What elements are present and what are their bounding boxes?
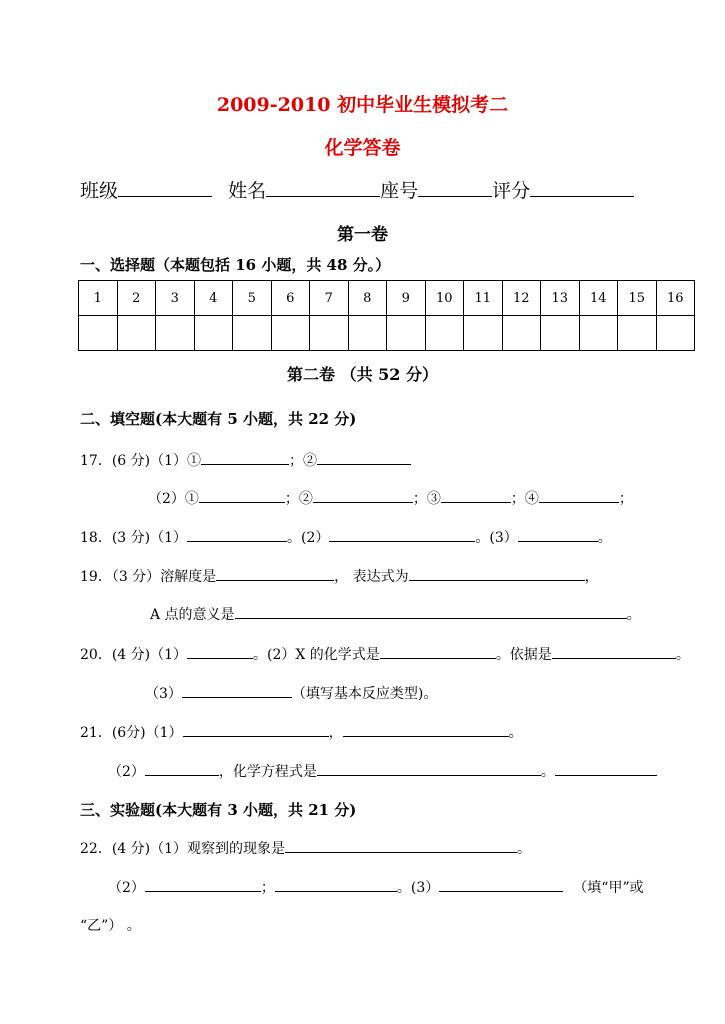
answer-cell[interactable] xyxy=(194,316,233,351)
name-field[interactable] xyxy=(266,195,380,197)
q17-blank[interactable] xyxy=(313,501,413,503)
answer-cell[interactable] xyxy=(156,316,195,351)
question-number-cell: 5 xyxy=(233,281,272,316)
question-number-cell: 14 xyxy=(579,281,618,316)
question-number-cell: 11 xyxy=(464,281,503,316)
q22-blank[interactable] xyxy=(285,851,517,853)
q18-blank[interactable] xyxy=(329,540,475,542)
q22-blank[interactable] xyxy=(145,890,261,892)
answer-cell[interactable] xyxy=(387,316,426,351)
q19-blank[interactable] xyxy=(216,579,334,581)
question-number-cell: 15 xyxy=(618,281,657,316)
question-number-cell: 3 xyxy=(156,281,195,316)
question-number-cell: 12 xyxy=(502,281,541,316)
question-number-cell: 9 xyxy=(387,281,426,316)
answer-cell[interactable] xyxy=(579,316,618,351)
exam-subtitle: 化学答卷 xyxy=(324,137,401,159)
part1-title: 第一卷 xyxy=(337,225,388,245)
answer-cell[interactable] xyxy=(541,316,580,351)
q22-blank[interactable] xyxy=(439,890,563,892)
q21-blank[interactable] xyxy=(183,735,329,737)
part2-title: 第二卷 （共 52 分） xyxy=(287,365,438,384)
q18-blank[interactable] xyxy=(187,540,287,542)
class-label: 班级 xyxy=(80,180,119,202)
answer-cell[interactable] xyxy=(618,316,657,351)
question-number-cell: 10 xyxy=(425,281,464,316)
q18-blank[interactable] xyxy=(518,540,598,542)
question-number-cell: 2 xyxy=(117,281,156,316)
answer-cell[interactable] xyxy=(117,316,156,351)
q22-line3: “乙”） 。 xyxy=(80,918,141,934)
question-number-cell: 4 xyxy=(194,281,233,316)
q20-blank[interactable] xyxy=(187,657,253,659)
answer-cell[interactable] xyxy=(310,316,349,351)
name-label: 姓名 xyxy=(228,180,267,202)
section1-heading: 一、选择题（本题包括 16 小题，共 48 分。） xyxy=(80,256,391,274)
q21-blank[interactable] xyxy=(145,774,219,776)
answer-cell[interactable] xyxy=(233,316,272,351)
q21-blank[interactable] xyxy=(343,735,509,737)
q17-blank[interactable] xyxy=(441,501,511,503)
question-number-cell: 13 xyxy=(541,281,580,316)
q22-line1: 22．(4 分)（1）观察到的现象是 。 xyxy=(80,841,532,857)
question-number-cell: 16 xyxy=(656,281,695,316)
answer-cell[interactable] xyxy=(502,316,541,351)
score-field[interactable] xyxy=(530,195,634,197)
answer-cell[interactable] xyxy=(271,316,310,351)
question-number-cell: 7 xyxy=(310,281,349,316)
answer-cell[interactable] xyxy=(656,316,695,351)
seat-label: 座号 xyxy=(380,180,419,202)
q21-blank[interactable] xyxy=(317,774,541,776)
question-number-cell: 6 xyxy=(271,281,310,316)
q20-blank[interactable] xyxy=(182,696,292,698)
answer-grid xyxy=(78,280,695,351)
q17-blank[interactable] xyxy=(201,463,289,465)
q21-line1: 21．(6分)（1） ， 。 xyxy=(80,725,523,741)
q21-blank[interactable] xyxy=(555,774,657,776)
q20-line1: 20．(4 分)（1） 。(2）X 的化学式是 。依据是 。 xyxy=(80,647,690,663)
q17-blank[interactable] xyxy=(199,501,285,503)
answer-cell[interactable] xyxy=(464,316,503,351)
q22-line2: （2） ； 。(3） （填“甲”或 xyxy=(108,880,644,896)
section3-heading: 三、实验题(本大题有 3 小题，共 21 分) xyxy=(80,801,357,819)
answer-cell[interactable] xyxy=(425,316,464,351)
score-label: 评分 xyxy=(492,180,531,202)
answer-cell[interactable] xyxy=(348,316,387,351)
class-field[interactable] xyxy=(118,195,212,197)
answer-cell[interactable] xyxy=(79,316,118,351)
q19-blank[interactable] xyxy=(235,617,627,619)
q19-line1: 19．（3 分）溶解度是 ， 表达式为 ， xyxy=(80,569,599,585)
q17-line2: （2）① ；② ；③ ；④ ； xyxy=(148,491,633,507)
q20-blank[interactable] xyxy=(552,657,676,659)
q17-line1: 17．(6 分)（1）① ；② xyxy=(80,450,411,470)
question-number-cell: 8 xyxy=(348,281,387,316)
question-number-cell: 1 xyxy=(79,281,118,316)
q17-blank[interactable] xyxy=(539,501,619,503)
q22-blank[interactable] xyxy=(275,890,397,892)
info-line xyxy=(80,176,634,203)
exam-title: 2009-2010 初中毕业生模拟考二 xyxy=(216,94,509,116)
seat-field[interactable] xyxy=(418,195,492,197)
q19-line2: A 点的意义是 。 xyxy=(150,607,641,623)
section2-heading: 二、填空题(本大题有 5 小题，共 22 分) xyxy=(80,410,357,428)
q20-line2: （3） （填写基本反应类型)。 xyxy=(145,686,438,702)
q20-blank[interactable] xyxy=(380,657,496,659)
q17-blank[interactable] xyxy=(317,463,411,465)
q18-line: 18．(3 分)（1） 。(2） 。(3） 。 xyxy=(80,530,612,546)
q21-line2: （2） ，化学方程式是 。 xyxy=(108,761,657,781)
q19-blank[interactable] xyxy=(409,579,585,581)
